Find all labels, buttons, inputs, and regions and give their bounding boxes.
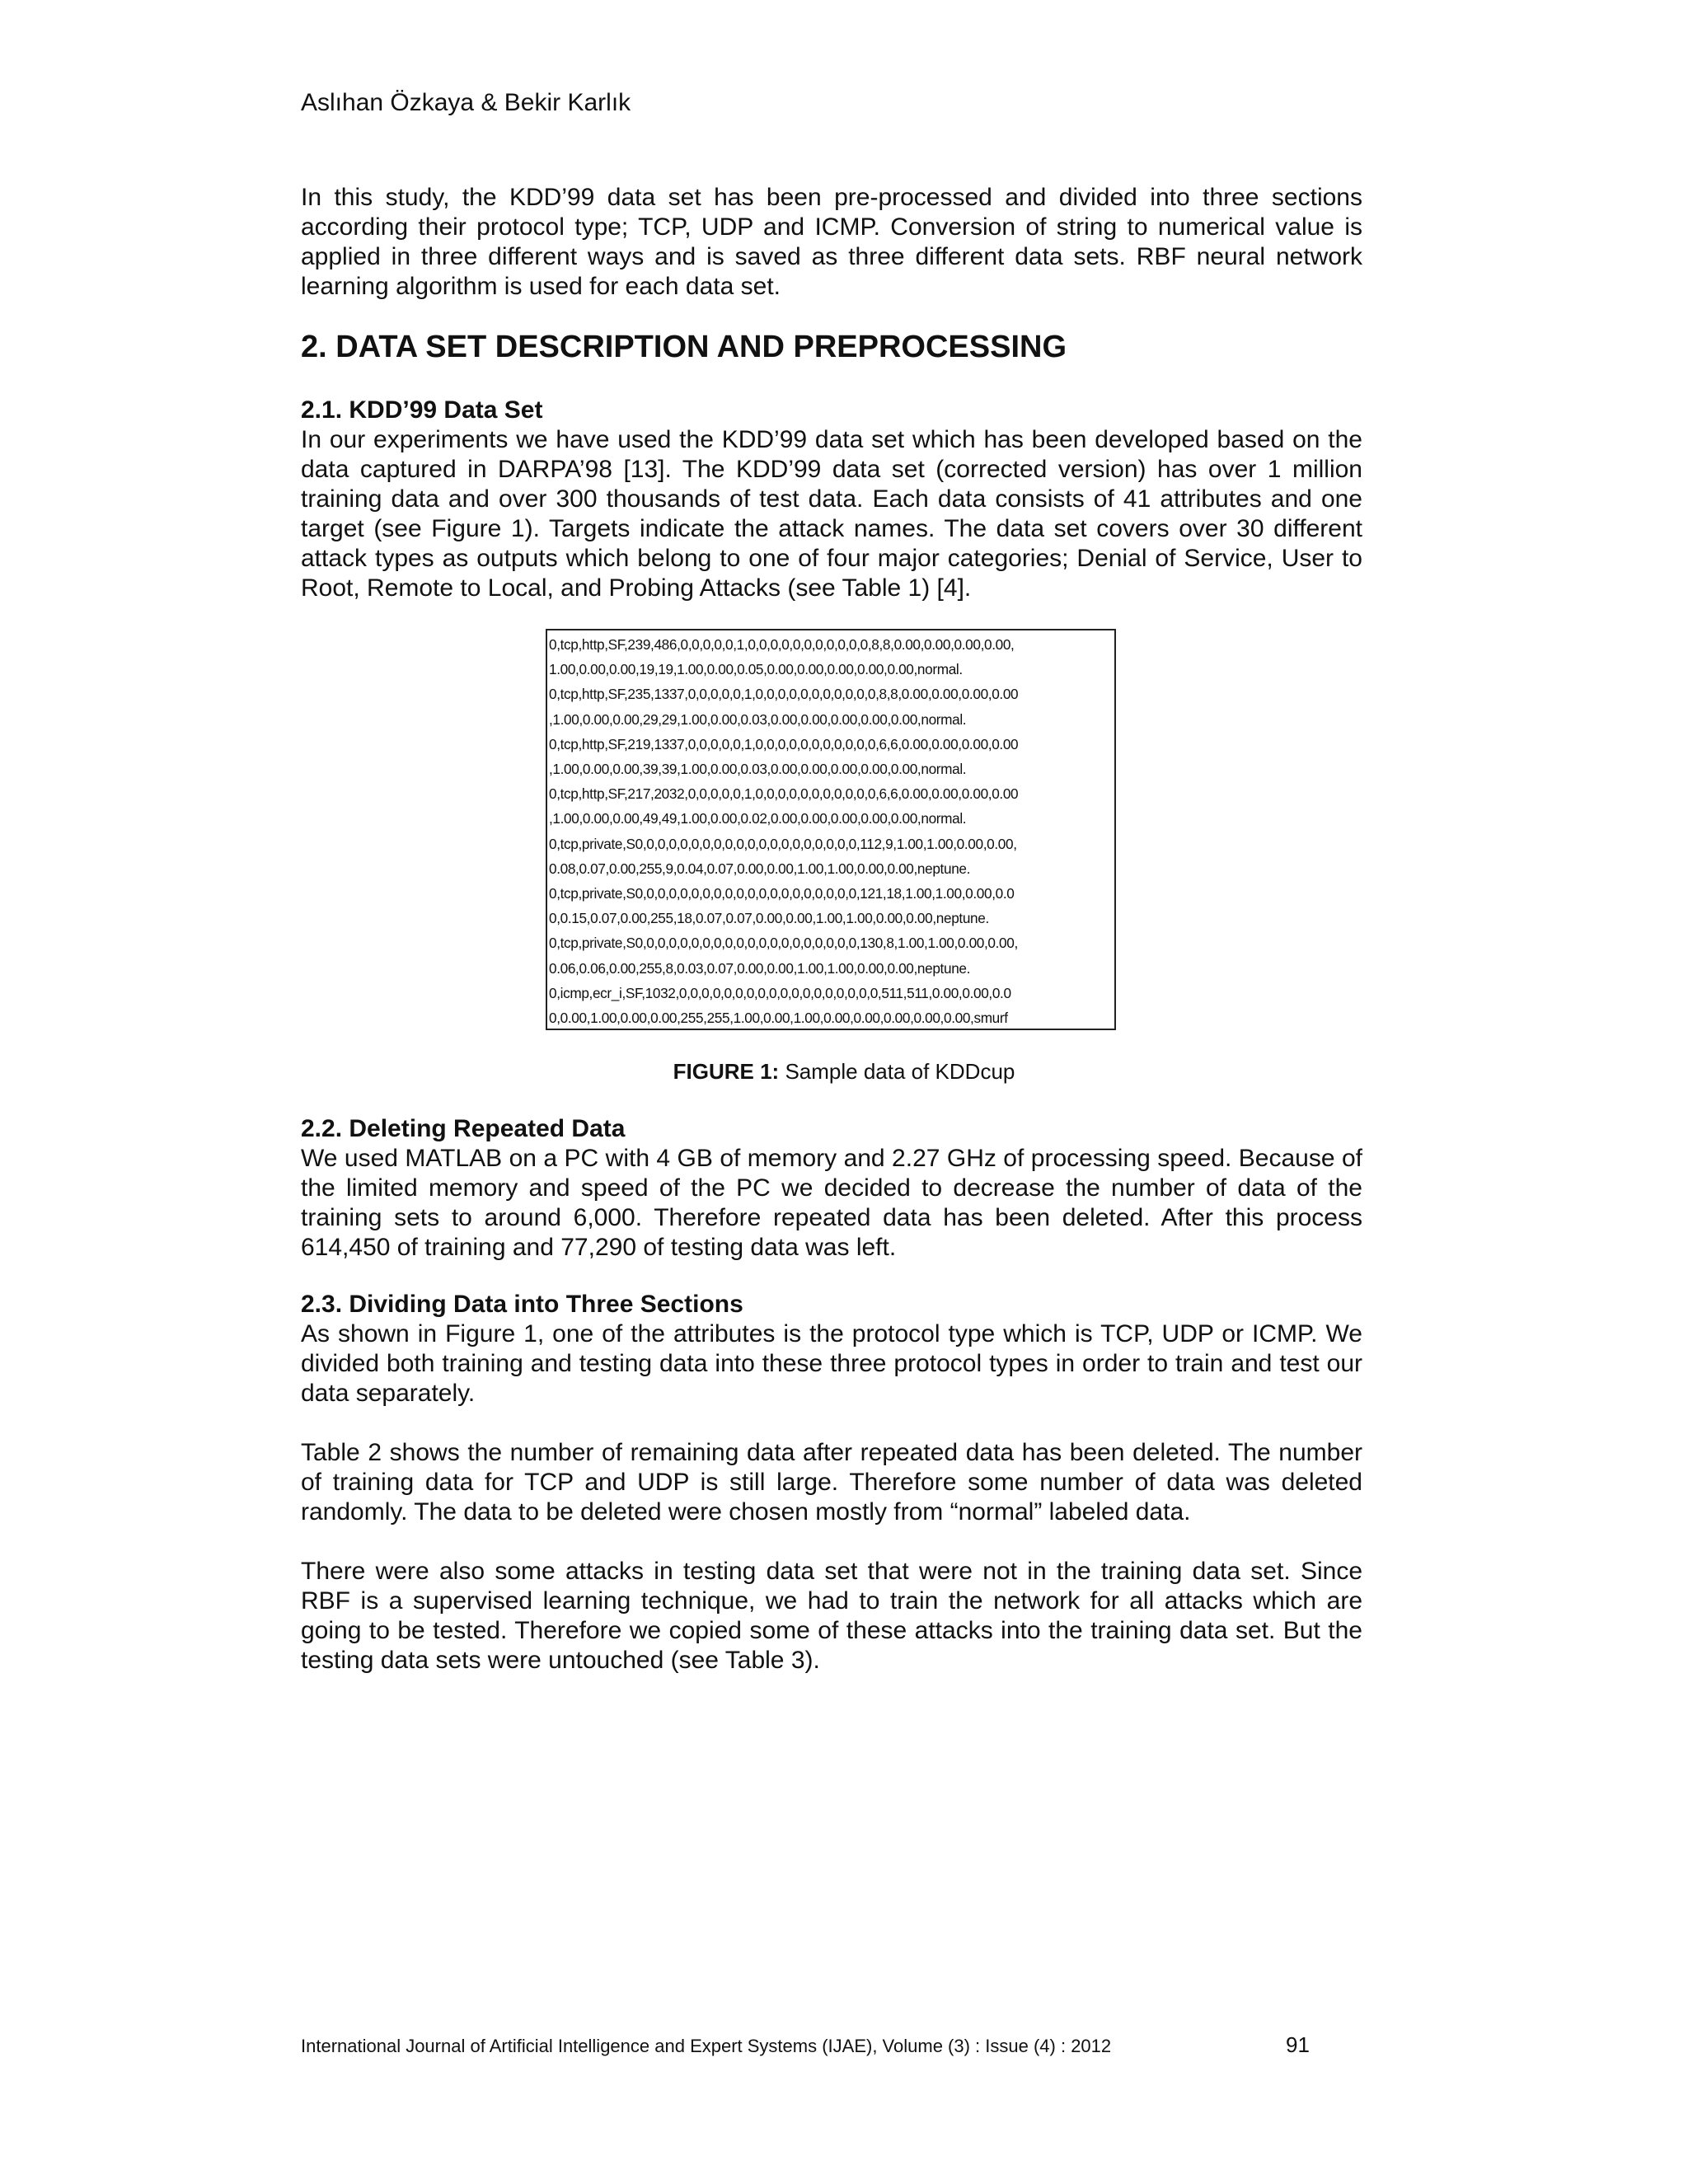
- figure-1-sample-data: [546, 629, 1116, 1030]
- figure-1-caption-label: FIGURE 1:: [673, 1059, 780, 1084]
- journal-footer: International Journal of Artificial Intelligence and Expert Systems (IJAE), Volume (3) : Issue (4) : 2012: [301, 2036, 1112, 2056]
- figure-data-line: 0,tcp,http,SF,219,1337,0,0,0,0,0,1,0,0,0,0,0,0,0,0,0,0,0,6,6,0.00,0.00,0.00,0.00: [549, 735, 1019, 752]
- subsection-2-2-paragraph: We used MATLAB on a PC with 4 GB of memory and 2.27 GHz of processing speed. Because of the limited memory and speed of the PC we decided to decrease the number of data of the training sets to around 6,000. Therefore repeated data has been deleted. After this process 614,450 of training and 77,290 of testing data was left.: [301, 1145, 1362, 1261]
- figure-1-caption-text: Sample data of KDDcup: [785, 1059, 1015, 1084]
- subsection-2-1-heading: 2.1. KDD’99 Data Set: [301, 396, 543, 424]
- figure-data-line: 0,tcp,private,S0,0,0,0,0,0,0,0,0,0,0,0,0,0,0,0,0,0,0,0,121,18,1.00,1.00,0.00,0.0: [549, 885, 1015, 902]
- subsection-2-3-paragraph-3: There were also some attacks in testing data set that were not in the training data set. Since RBF is a supervised learning technique, we had to train the network for all attacks which are going to be tested. Therefore we copied some of these attacks into the training data set. But the testing data sets were untouched (see Table 3).: [301, 1558, 1362, 1674]
- figure-data-line: 0,tcp,http,SF,239,486,0,0,0,0,0,1,0,0,0,0,0,0,0,0,0,0,0,8,8,0.00,0.00,0.00,0.00,: [549, 636, 1015, 653]
- running-header-authors: Aslıhan Özkaya & Bekir Karlık: [301, 89, 631, 116]
- figure-data-line: 0,icmp,ecr_i,SF,1032,0,0,0,0,0,0,0,0,0,0,0,0,0,0,0,0,0,0,511,511,0.00,0.00,0.0: [549, 984, 1011, 1001]
- subsection-2-1: [301, 396, 1362, 603]
- figure-data-line: 0,tcp,private,S0,0,0,0,0,0,0,0,0,0,0,0,0,0,0,0,0,0,0,0,130,8,1.00,1.00,0.00,0.00,: [549, 935, 1018, 952]
- figure-data-line: 0,tcp,private,S0,0,0,0,0,0,0,0,0,0,0,0,0,0,0,0,0,0,0,0,112,9,1.00,1.00,0.00,0.00,: [549, 835, 1017, 852]
- figure-data-line: 0.06,0.06,0.00,255,8,0.03,0.07,0.00,0.00,1.00,1.00,0.00,0.00,neptune.: [549, 959, 971, 977]
- figure-data-line: 0.08,0.07,0.00,255,9,0.04,0.07,0.00,0.00,1.00,1.00,0.00,0.00,neptune.: [549, 860, 971, 877]
- intro-block: [301, 183, 1362, 302]
- figure-data-line: ,1.00,0.00,0.00,49,49,1.00,0.00,0.02,0.00,0.00,0.00,0.00,0.00,normal.: [549, 810, 967, 827]
- intro-paragraph: In this study, the KDD’99 data set has been pre-processed and divided into three sections according their protocol type; TCP, UDP and ICMP. Conversion of string to numerical value is applied in three different ways and is saved as three different data sets. RBF neural network learning algorithm is used for each data set.: [301, 184, 1362, 300]
- page-number: 91: [1286, 2032, 1310, 2057]
- figure-data-line: ,1.00,0.00,0.00,29,29,1.00,0.00,0.03,0.00,0.00,0.00,0.00,0.00,normal.: [549, 710, 967, 728]
- subsection-2-2-heading: 2.2. Deleting Repeated Data: [301, 1115, 626, 1142]
- subsection-2-2: [301, 1114, 1362, 1263]
- figure-data-line: 0,0.00,1.00,0.00,0.00,255,255,1.00,0.00,1.00,0.00,0.00,0.00,0.00,0.00,smurf: [549, 1010, 1008, 1027]
- subsection-2-3: [301, 1290, 1362, 1675]
- figure-1-caption: [0, 1059, 1688, 1085]
- figure-data-line: ,1.00,0.00,0.00,39,39,1.00,0.00,0.03,0.00,0.00,0.00,0.00,0.00,normal.: [549, 761, 967, 778]
- figure-data-line: 1.00,0.00,0.00,19,19,1.00,0.00,0.05,0.00,0.00,0.00,0.00,0.00,normal.: [549, 661, 963, 678]
- figure-data-line: 0,tcp,http,SF,235,1337,0,0,0,0,0,1,0,0,0,0,0,0,0,0,0,0,0,8,8,0.00,0.00,0.00,0.00: [549, 686, 1019, 703]
- section-2-heading: 2. DATA SET DESCRIPTION AND PREPROCESSING: [301, 330, 1067, 364]
- subsection-2-1-paragraph: In our experiments we have used the KDD’99 data set which has been developed based on the data captured in DARPA’98 [13]. The KDD’99 data set (corrected version) has over 1 million training data and over 300 thousands of test data. Each data consists of 41 attributes and one target (see Figure 1). Targets indicate the attack names. The data set covers over 30 different attack types as outputs which belong to one of four major categories; Denial of Service, User to Root, Remote to Local, and Probing Attacks (see Table 1) [4].: [301, 426, 1362, 602]
- subsection-2-3-paragraph-1: As shown in Figure 1, one of the attributes is the protocol type which is TCP, UDP or ICMP. We divided both training and testing data into these three protocol types in order to train and test our data separately.: [301, 1320, 1362, 1407]
- figure-data-line: 0,tcp,http,SF,217,2032,0,0,0,0,0,1,0,0,0,0,0,0,0,0,0,0,0,6,6,0.00,0.00,0.00,0.00: [549, 785, 1019, 803]
- subsection-2-3-paragraph-2: Table 2 shows the number of remaining data after repeated data has been deleted. The number of training data for TCP and UDP is still large. Therefore some number of data was deleted randomly. The data to be deleted were chosen mostly from “normal” labeled data.: [301, 1439, 1362, 1526]
- subsection-2-3-heading: 2.3. Dividing Data into Three Sections: [301, 1291, 743, 1318]
- figure-data-line: 0,0.15,0.07,0.00,255,18,0.07,0.07,0.00,0.00,1.00,1.00,0.00,0.00,neptune.: [549, 910, 989, 927]
